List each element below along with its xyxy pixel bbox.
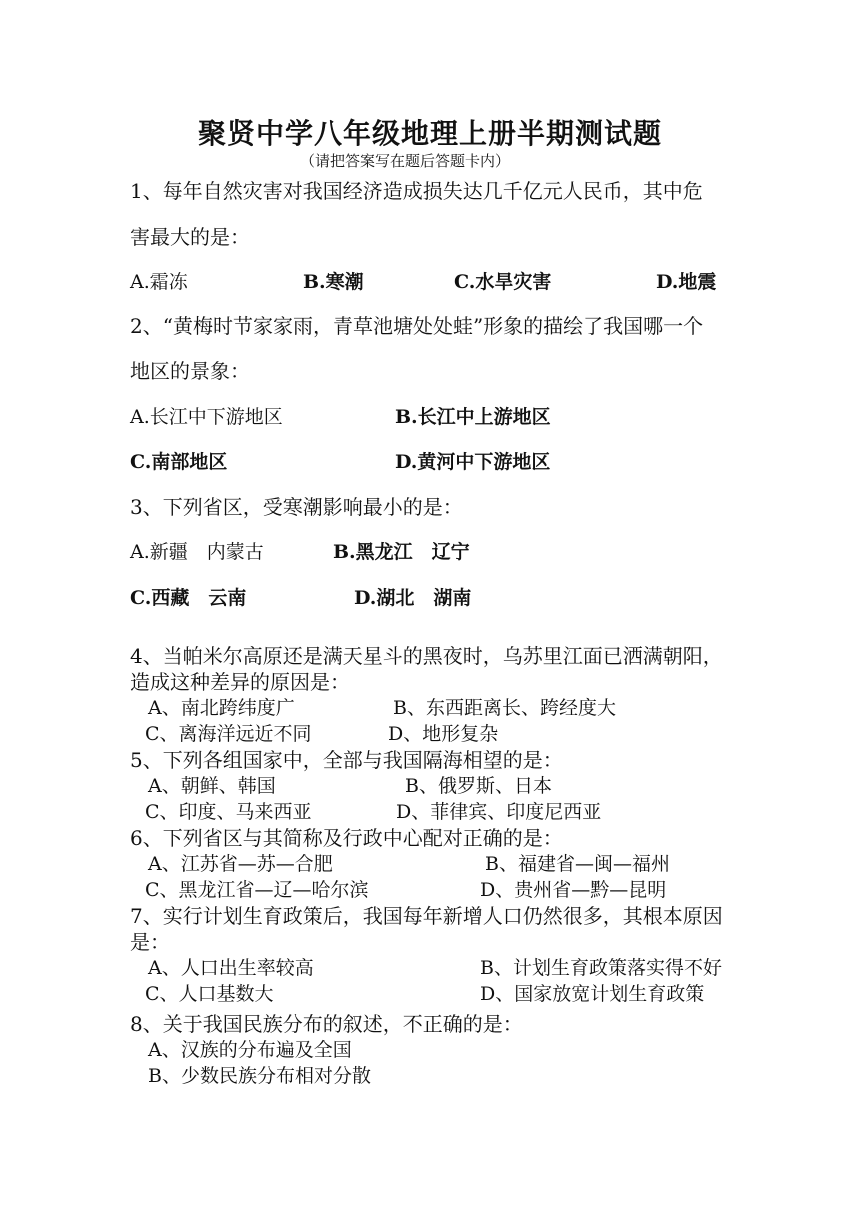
question-6-option-c: C、黑龙江省—辽—哈尔滨 (145, 879, 369, 901)
question-5-option-c: C、印度、马来西亚 (145, 801, 312, 823)
page-subtitle: （请把答案写在题后答题卡内） (300, 152, 511, 170)
question-4-option-b: B、东西距离长、跨经度大 (393, 697, 616, 719)
question-1-text-cont: 害最大的是： (130, 225, 250, 249)
question-5-option-a: A、朝鲜、韩国 (148, 775, 276, 797)
question-4-text-cont: 造成这种差异的原因是： (130, 670, 350, 694)
question-8-option-a: A、汉族的分布遍及全国 (148, 1039, 352, 1061)
question-7-option-a: A、人口出生率较高 (148, 957, 314, 979)
question-1-option-c: C.水旱灾害 (454, 271, 552, 293)
question-4-option-d: D、地形复杂 (388, 723, 499, 745)
question-2-option-b: B.长江中上游地区 (395, 406, 551, 428)
question-7-option-b: B、计划生育政策落实得不好 (480, 957, 722, 979)
question-5-text: 5、下列各组国家中，全部与我国隔海相望的是： (130, 748, 563, 772)
question-8-text: 8、关于我国民族分布的叙述，不正确的是： (130, 1012, 523, 1036)
question-1-option-b: B.寒潮 (303, 271, 364, 293)
question-6-text: 6、下列省区与其简称及行政中心配对正确的是： (130, 826, 563, 850)
question-2-option-c: C.南部地区 (130, 451, 228, 473)
question-2-option-a: A.长江中下游地区 (130, 406, 283, 428)
question-3-option-b: B.黑龙江 辽宁 (333, 541, 470, 563)
question-1-text: 1、每年自然灾害对我国经济造成损失达几千亿元人民币，其中危 (130, 179, 703, 203)
question-7-option-d: D、国家放宽计划生育政策 (480, 983, 705, 1005)
question-3-option-c: C.西藏 云南 (130, 587, 247, 609)
question-3-text: 3、下列省区，受寒潮影响最小的是： (130, 495, 463, 519)
question-4-option-c: C、离海洋远近不同 (145, 723, 312, 745)
question-6-option-b: B、福建省—闽—福州 (485, 853, 670, 875)
question-5-option-b: B、俄罗斯、日本 (405, 775, 552, 797)
question-4-text: 4、当帕米尔高原还是满天星斗的黑夜时，乌苏里江面已洒满朝阳， (130, 644, 723, 668)
question-7-option-c: C、人口基数大 (145, 983, 274, 1005)
question-3-option-d: D.湖北 湖南 (354, 587, 472, 609)
question-7-text-cont: 是： (130, 930, 170, 954)
question-2-text: 2、“黄梅时节家家雨，青草池塘处处蛙”形象的描绘了我国哪一个 (130, 314, 704, 338)
question-4-option-a: A、南北跨纬度广 (148, 697, 295, 719)
question-3-option-a: A.新疆 内蒙古 (130, 541, 264, 563)
question-6-option-a: A、江苏省—苏—合肥 (148, 853, 333, 875)
question-6-option-d: D、贵州省—黔—昆明 (480, 879, 667, 901)
question-2-text-cont: 地区的景象： (130, 359, 250, 383)
question-7-text: 7、实行计划生育政策后，我国每年新增人口仍然很多，其根本原因 (130, 904, 723, 928)
question-8-option-b: B、少数民族分布相对分散 (148, 1065, 371, 1087)
question-5-option-d: D、菲律宾、印度尼西亚 (396, 801, 602, 823)
question-1-option-d: D.地震 (656, 271, 717, 293)
question-2-option-d: D.黄河中下游地区 (395, 451, 551, 473)
question-1-option-a: A.霜冻 (130, 271, 188, 293)
page-title: 聚贤中学八年级地理上册半期测试题 (197, 117, 662, 150)
